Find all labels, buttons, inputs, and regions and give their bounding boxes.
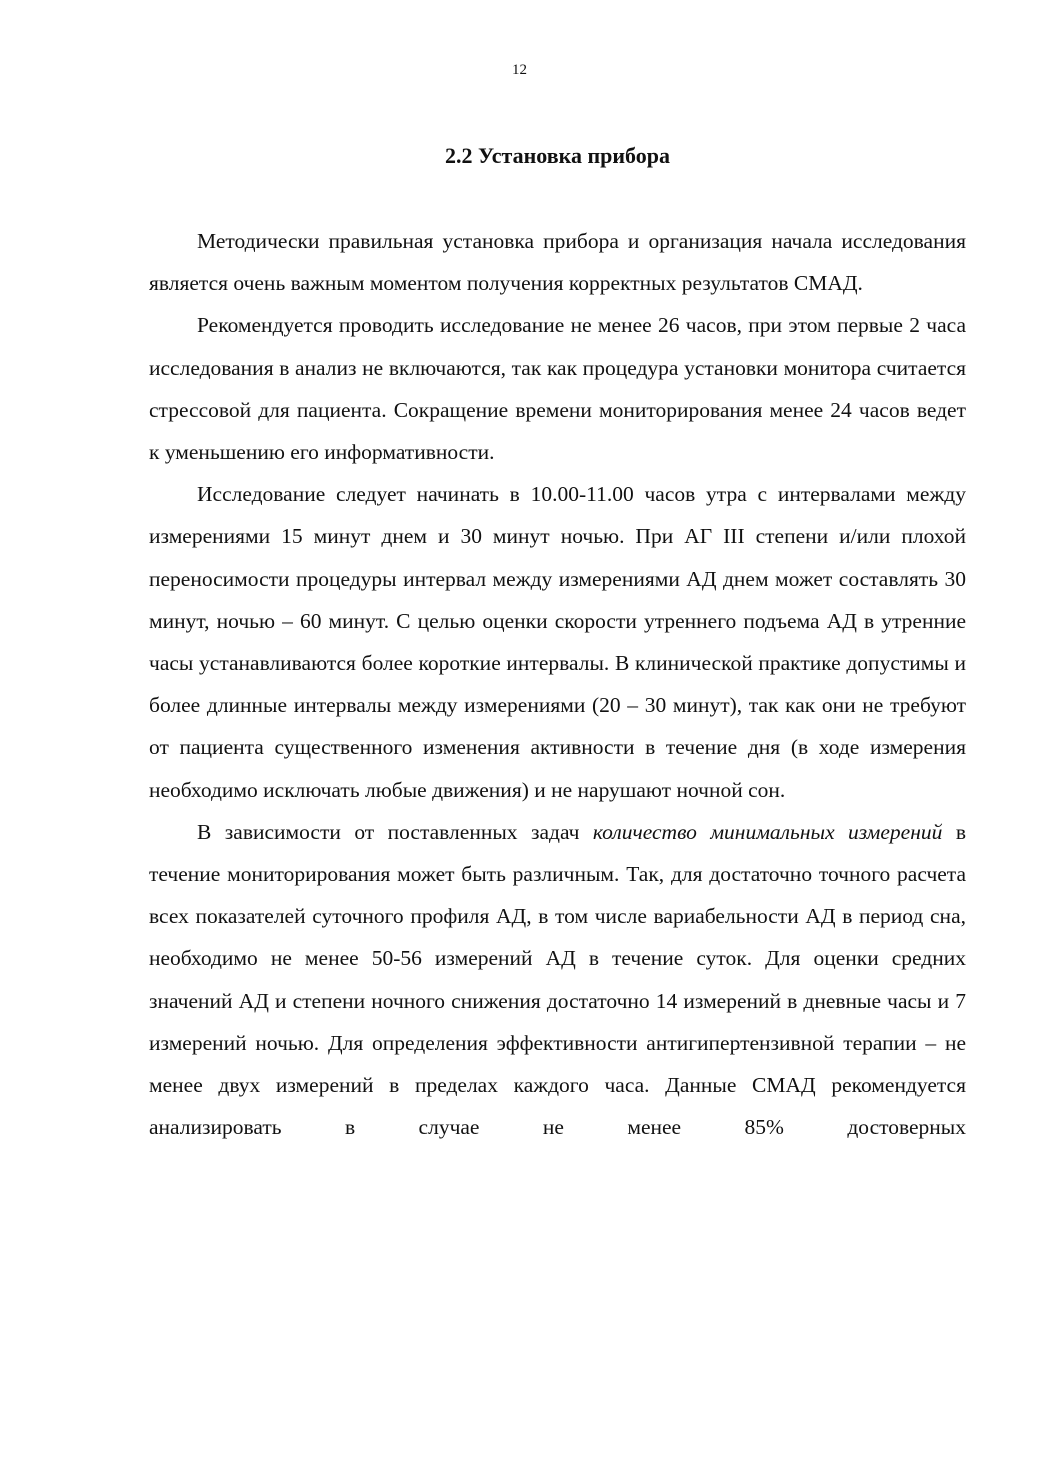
section-title: 2.2 Установка прибора (445, 143, 670, 168)
paragraph-4-intro: В зависимости от поставленных задач (197, 819, 580, 844)
body-text (149, 220, 966, 1148)
paragraph-2: Рекомендуется проводить исследование не менее 26 часов, при этом первые 2 часа исследования в анализ не включаются, так как процедура установки монитора считается стрессовой для пациента. Сокращение времени мониторирования менее 24 часов ведет к уменьшению его информативности. (149, 313, 966, 465)
page-number: 12 (512, 62, 527, 78)
paragraph-1: Методически правильная установка прибора и организация начала исследования является очень важным моментом получения корректных результатов СМАД. (149, 229, 966, 296)
paragraph-4-italic-term: количество минимальных измерений (592, 819, 943, 844)
paragraph-3: Исследование следует начинать в 10.00-11.00 часов утра с интервалами между измерениями 15 минут днем и 30 минут ночью. При АГ III степени и/или плохой переносимости процедуры интервал между измерениями АД днем может составлять 30 минут, ночью – 60 минут. С целью оценки скорости утреннего подъема АД в утренние часы устанавливаются более короткие интервалы. В клинической практике допустимы и более длинные интервалы между измерениями (20 – 30 минут), так как они не требуют от пациента существенного изменения активности в течение дня (в ходе измерения необходимо исключать любые движения) и не нарушают ночной сон. (149, 482, 966, 802)
paragraph-4 (149, 811, 966, 1149)
paragraph-4-rest: в течение мониторирования может быть различным. Так, для достаточно точного расчета всех показателей суточного профиля АД, в том числе вариабельности АД в период сна, необходимо не менее 50-56 измерений АД в течение суток. Для оценки средних значений АД и степени ночного снижения достаточно 14 измерений в дневные часы и 7 измерений ночью. Для определения эффективности антигипертензивной терапии – не менее двух измерений в пределах каждого часа. Данные СМАД рекомендуется анализировать в случае не менее 85% достоверных (149, 819, 966, 1140)
